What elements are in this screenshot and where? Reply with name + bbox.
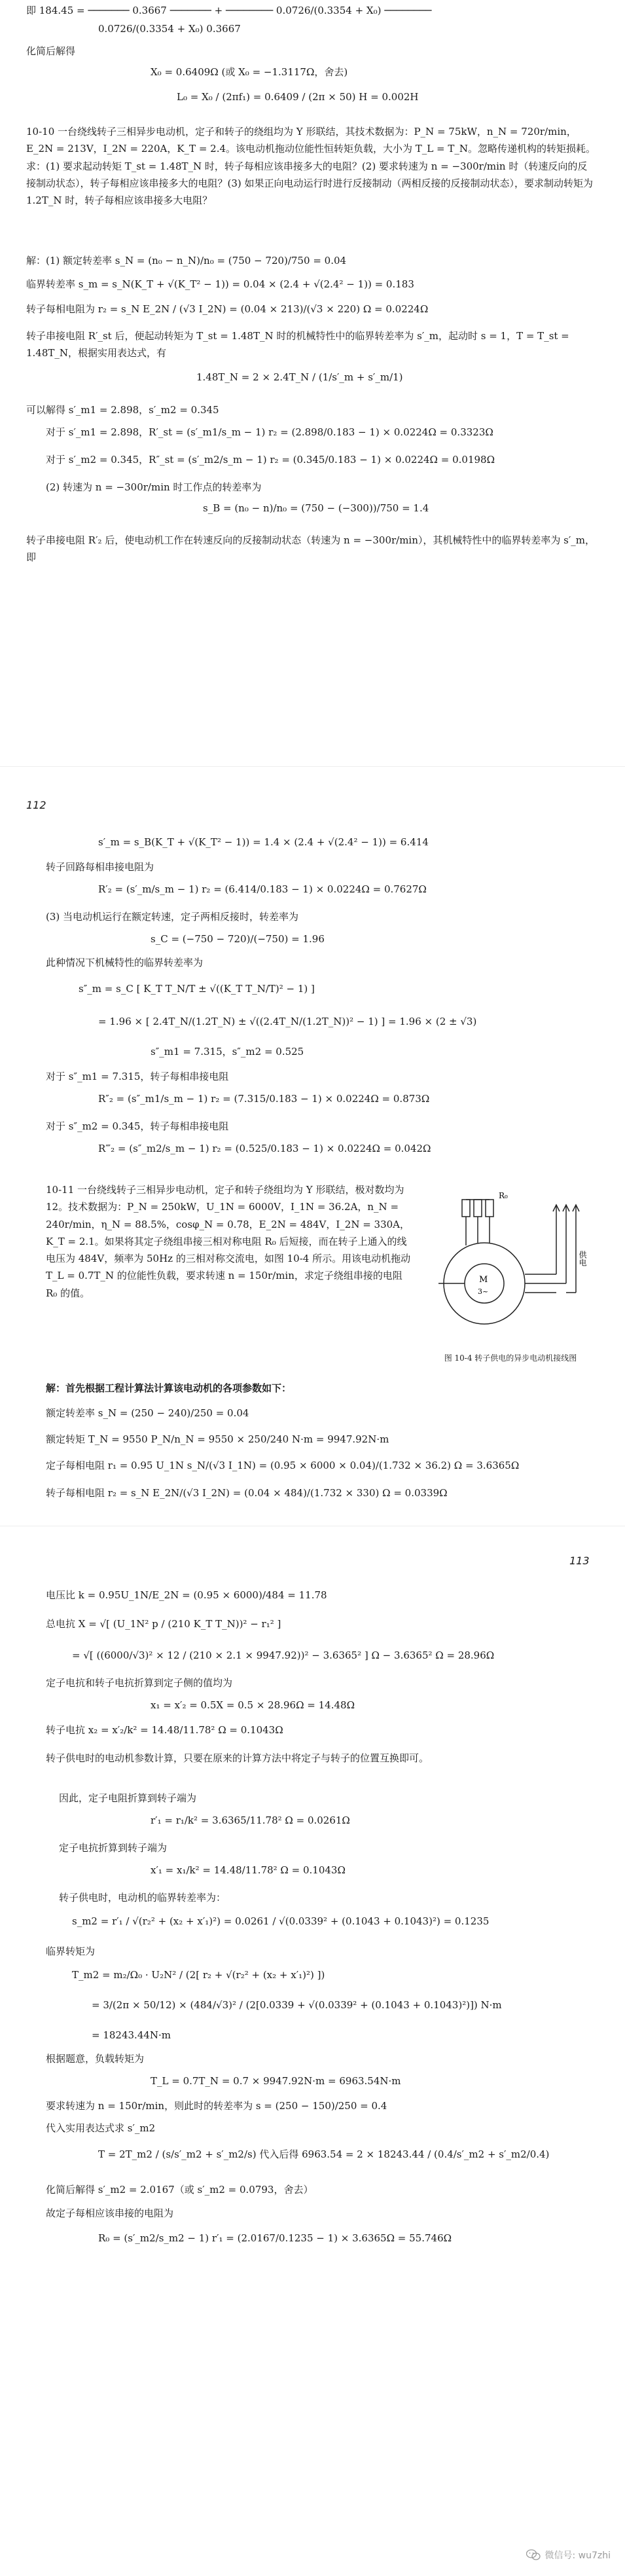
solution-line: 临界转差率 s_m = s_N(K_T + √(K_T² − 1)) = 0.04 × (2.4 + √(2.4² − 1)) = 0.183 [26, 278, 414, 290]
figure-caption: 图 10-4 转子供电的异步电动机接线图 [444, 1353, 577, 1363]
solution-line: = 18243.44N·m [92, 2029, 171, 2041]
solution-line: 解：首先根据工程计算法计算该电动机的各项参数如下： [46, 1382, 292, 1394]
solution-line: s_B = (n₀ − n)/n₀ = (750 − (−300))/750 = 1.4 [203, 502, 429, 514]
page-divider [0, 766, 625, 767]
resistor-r0-c [486, 1200, 493, 1217]
wechat-icon [526, 2549, 541, 2561]
solution-line: 定子电抗折算到转子端为 [59, 1842, 168, 1854]
solution-line: R₀ = (s′_m2/s_m2 − 1) r′₁ = (2.0167/0.1235 − 1) × 3.6365Ω = 55.746Ω [98, 2232, 452, 2244]
solution-line: x₁ = x′₂ = 0.5X = 0.5 × 28.96Ω = 14.48Ω [151, 1699, 355, 1711]
solution-line: 额定转差率 s_N = (250 − 240)/250 = 0.04 [46, 1407, 249, 1419]
solution-line: 转子电抗 x₂ = x′₂/k² = 14.48/11.78² Ω = 0.1043Ω [46, 1724, 283, 1736]
figure-label-motor: M [479, 1275, 488, 1285]
solution-line: s_C = (−750 − 720)/(−750) = 1.96 [151, 933, 325, 945]
solution-line: 化简后解得 s′_m2 = 2.0167（或 s′_m2 = 0.0793，舍去） [46, 2184, 313, 2196]
solution-line: 代入实用表达式求 s′_m2 [46, 2122, 156, 2134]
solution-line: 对于 s″_m2 = 0.345，转子每相串接电阻 [46, 1120, 229, 1132]
page-number: 113 [569, 1555, 590, 1567]
solution-line: R′₂ = (s′_m/s_m − 1) r₂ = (6.414/0.183 − 1) × 0.0224Ω = 0.7627Ω [98, 883, 427, 895]
solution-line: s′_m = s_B(K_T + √(K_T² − 1)) = 1.4 × (2.4 + √(2.4² − 1)) = 6.414 [98, 836, 429, 848]
eq-line: 0.0726/(0.3354 + X₀) 0.3667 [98, 23, 241, 35]
solution-paragraph: 转子供电时的电动机参数计算，只要在原来的计算方法中将定子与转子的位置互换即可。 [46, 1752, 429, 1764]
figure-10-4-diagram [425, 1185, 602, 1349]
eq-line: 即 184.45 = ─────── 0.3667 ─────── + ──────── 0.0726/(0.3354 + X₀) ──────── [26, 5, 432, 16]
solution-line: 1.48T_N = 2 × 2.4T_N / (1/s′_m + s′_m/1) [196, 371, 403, 383]
wechat-watermark [526, 2548, 611, 2562]
resistor-r0-a [462, 1200, 470, 1217]
solution-paragraph: 转子串接电阻 R′_st 后，便起动转矩为 T_st = 1.48T_N 时的机械特性中的临界转差率为 s′_m，起动时 s = 1，T = T_st = 1.48T_N，根据实用表达式，有 [26, 330, 569, 359]
page-number: 112 [26, 799, 46, 811]
eq-line: X₀ = 0.6409Ω (或 X₀ = −1.3117Ω，舍去) [151, 66, 348, 78]
eq-line: L₀ = X₀ / (2πf₁) = 0.6409 / (2π × 50) H = 0.002H [177, 91, 419, 103]
solution-line: 因此，定子电阻折算到转子端为 [59, 1792, 197, 1804]
solution-line: T_m2 = m₂/Ω₀ · U₂N² / (2[ r₂ + √(r₂² + (x₂ + x′₁)²) ]) [72, 1969, 325, 1981]
solution-line: 临界转矩为 [46, 1945, 96, 1957]
solution-line: 转子回路每相串接电阻为 [46, 861, 154, 873]
solution-line: = √[ ((6000/√3)² × 12 / (210 × 2.1 × 9947.92))² − 3.6365² ] Ω − 3.6365² Ω = 28.96Ω [72, 1649, 495, 1661]
solution-line: (3) 当电动机运行在额定转速，定子两相反接时，转差率为 [46, 911, 299, 923]
problem-10-11-statement: 10-11 一台绕线转子三相异步电动机，定子和转子绕组均为 Y 形联结，极对数均为 12。技术数据为：P_N = 250kW，U_1N = 6000V，I_1N = 36.2A，n_N = 240r/min，η_N = 88.5%，cosφ_N = 0.78，E_2N = 484V，I_2N = 330A，K_T = 2.1。如果将其定子绕组串接三相对称电阻 R₀ 后短接，而在转子上通入的线电压为 484V，频率为 50Hz 的三相对称交流电，如图 10-4 所示。用该电动机拖动 T_L = 0.7T_N 的位能性负载，要求转速 n = 150r/min，求定子绕组串接的电阻 R₀ 的值。 [46, 1184, 411, 1299]
figure-label-phase: 3~ [478, 1287, 489, 1296]
solution-paragraph: 转子串接电阻 R′₂ 后，使电动机工作在转速反向的反接制动状态（转速为 n = −300r/min），其机械特性中的临界转差率为 s′_m，即 [26, 534, 595, 564]
solution-line: 总电抗 X = √[ (U_1N² p / (210 K_T T_N))² − r₁² ] [46, 1618, 281, 1630]
solution-line: = 3/(2π × 50/12) × (484/√3)² / (2[0.0339 + √(0.0339² + (0.1043 + 0.1043)²)]) N·m [92, 1999, 502, 2011]
solution-line: s″_m1 = 7.315，s″_m2 = 0.525 [151, 1046, 304, 1058]
solution-line: 对于 s′_m1 = 2.898，R′_st = (s′_m1/s_m − 1) r₂ = (2.898/0.183 − 1) × 0.0224Ω = 0.3323Ω [46, 426, 493, 438]
solution-line: 定子每相电阻 r₁ = 0.95 U_1N s_N/(√3 I_1N) = (0.95 × 6000 × 0.04)/(1.732 × 36.2) Ω = 3.6365Ω [46, 1460, 520, 1471]
solution-line: (2) 转速为 n = −300r/min 时工作点的转差率为 [46, 481, 262, 493]
solution-line: 转子供电时，电动机的临界转差率为： [59, 1892, 226, 1904]
solution-line: s″_m = s_C [ K_T T_N/T ± √((K_T T_N/T)² − 1) ] [79, 983, 315, 995]
solution-line: T_L = 0.7T_N = 0.7 × 9947.92N·m = 6963.54N·m [151, 2075, 401, 2087]
solution-line: 故定子每相应该串接的电阻为 [46, 2207, 174, 2219]
solution-line: R″₂ = (s″_m1/s_m − 1) r₂ = (7.315/0.183 − 1) × 0.0224Ω = 0.873Ω [98, 1093, 430, 1105]
solution-line: R‴₂ = (s″_m2/s_m − 1) r₂ = (0.525/0.183 − 1) × 0.0224Ω = 0.042Ω [98, 1143, 431, 1154]
solution-line: T = 2T_m2 / (s/s′_m2 + s′_m2/s) 代入后得 6963.54 = 2 × 18243.44 / (0.4/s′_m2 + s′_m2/0.4) [98, 2148, 550, 2160]
problem-10-10-statement: 10-10 一台绕线转子三相异步电动机，定子和转子的绕组均为 Y 形联结，其技术数据为：P_N = 75kW，n_N = 720r/min，E_2N = 213V，I_2N = 220A，K_T = 2.4。该电动机拖动位能性恒转矩负载，大小为 T_L = T_N。忽略传递机构的转矩损耗。求：(1) 要求起动转矩 T_st = 1.48T_N 时，转子每相应该串接多大的电阻？(2) 要求转速为 n = −300r/min 时（转速反向的反接制动状态），转子每相应该串接多大的电阻？(3) 如果正向电动运行时进行反接制动（两相反接的反接制动状态），要求制动转矩为 1.2T_N 时，转子每相应该串接多大电阻？ [26, 126, 596, 206]
resistor-r0-b [474, 1200, 482, 1217]
solution-line: r′₁ = r₁/k² = 3.6365/11.78² Ω = 0.0261Ω [151, 1814, 350, 1826]
solution-line: 额定转矩 T_N = 9550 P_N/n_N = 9550 × 250/240 N·m = 9947.92N·m [46, 1433, 389, 1445]
solution-line: = 1.96 × [ 2.4T_N/(1.2T_N) ± √((2.4T_N/(1.2T_N))² − 1) ] = 1.96 × (2 ± √3) [98, 1016, 477, 1027]
figure-label-r0: R₀ [499, 1191, 508, 1200]
solution-line: 电压比 k = 0.95U_1N/E_2N = (0.95 × 6000)/484 = 11.78 [46, 1589, 327, 1601]
figure-label-supply: 供电 [578, 1251, 587, 1266]
solution-line: 此种情况下机械特性的临界转差率为 [46, 957, 204, 968]
solution-line: 对于 s″_m1 = 7.315，转子每相串接电阻 [46, 1071, 229, 1082]
text-line: 化简后解得 [26, 45, 76, 57]
solution-line: 要求转速为 n = 150r/min，则此时的转差率为 s = (250 − 150)/250 = 0.4 [46, 2100, 387, 2112]
solution-line: x′₁ = x₁/k² = 14.48/11.78² Ω = 0.1043Ω [151, 1864, 346, 1876]
solution-line: 对于 s′_m2 = 0.345，R″_st = (s′_m2/s_m − 1) r₂ = (0.345/0.183 − 1) × 0.0224Ω = 0.0198Ω [46, 454, 495, 466]
solution-line: 转子每相电阻为 r₂ = s_N E_2N / (√3 I_2N) = (0.04 × 213)/(√3 × 220) Ω = 0.0224Ω [26, 303, 429, 315]
solution-line: s_m2 = r′₁ / √(r₂² + (x₂ + x′₁)²) = 0.0261 / √(0.0339² + (0.1043 + 0.1043)²) = 0.1235 [72, 1915, 490, 1927]
solution-line: 转子每相电阻 r₂ = s_N E_2N/(√3 I_2N) = (0.04 × 484)/(1.732 × 330) Ω = 0.0339Ω [46, 1487, 448, 1499]
solution-line: 根据题意，负载转矩为 [46, 2053, 145, 2065]
watermark-text: 微信号: wu7zhi [545, 2550, 611, 2561]
solution-line: 定子电抗和转子电抗折算到定子侧的值均为 [46, 1677, 233, 1689]
solution-line: 可以解得 s′_m1 = 2.898，s′_m2 = 0.345 [26, 404, 219, 416]
solution-line: 解：(1) 额定转差率 s_N = (n₀ − n_N)/n₀ = (750 − 720)/750 = 0.04 [26, 255, 347, 267]
